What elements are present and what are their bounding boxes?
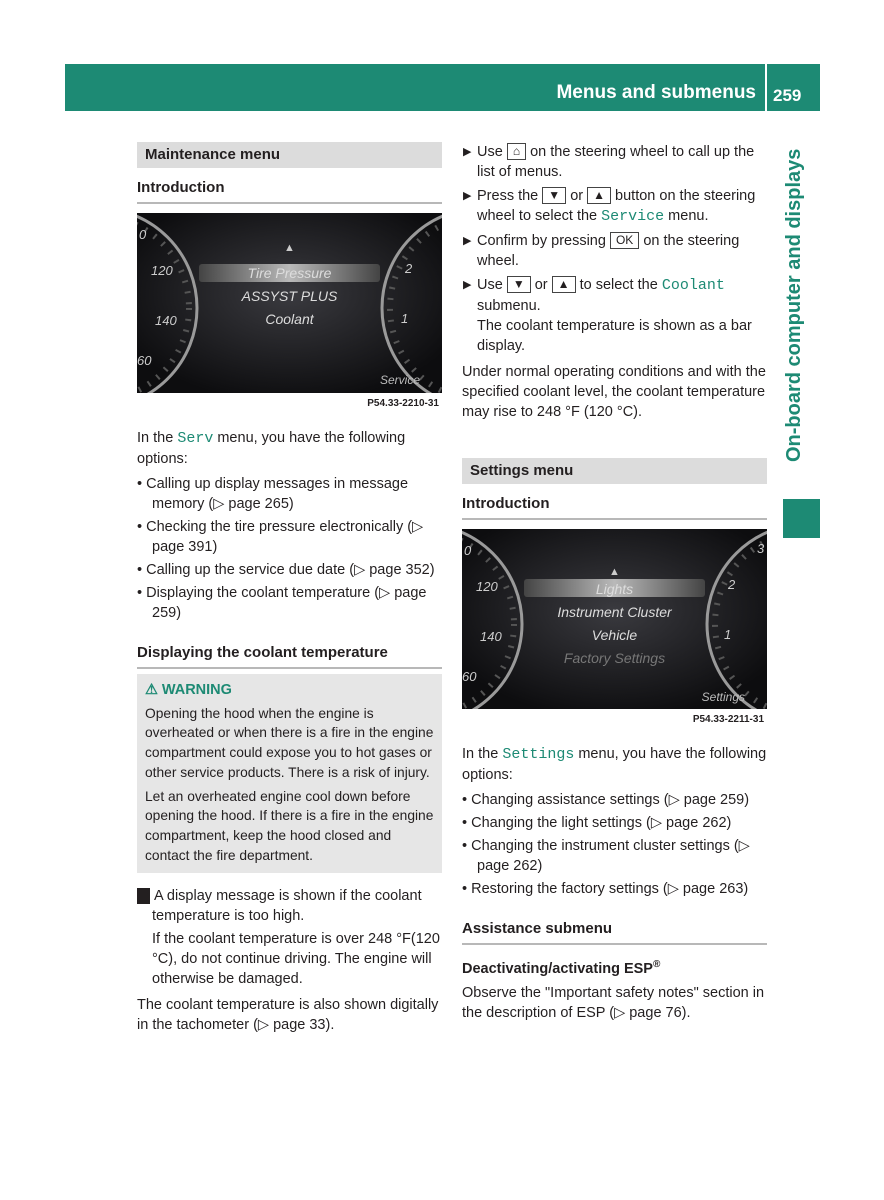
right-column (462, 142, 767, 1023)
up-key-icon: ▲ (552, 276, 576, 293)
up-key-icon: ▲ (587, 187, 611, 204)
serv-options-list (137, 474, 442, 623)
display-menu-item: Factory Settings (563, 650, 666, 666)
warning-title: ⚠ WARNING (145, 682, 232, 698)
introduction-heading: Introduction (137, 178, 442, 204)
settings-options-list (462, 790, 767, 899)
body-paragraph: Under normal operating conditions and with the specified coolant level, the coolant temperature may rise to 248 °F (120 °C). (462, 364, 766, 420)
gauge-number: 3 (757, 541, 765, 556)
page-number: 259 (773, 86, 802, 105)
down-key-icon: ▼ (507, 276, 531, 293)
exclamation-icon: ! (137, 888, 150, 904)
service-menu-name: Service (601, 208, 665, 225)
step: ▶ Press the ▼ or ▲ button on the steering wheel to select the Service menu. (463, 188, 756, 225)
serv-menu-name: Serv (177, 430, 214, 447)
warning-box (137, 674, 442, 873)
gauge-number: 1 (401, 311, 409, 326)
header-divider (765, 64, 767, 111)
gauge-number: 2 (728, 577, 736, 592)
warning-text: Opening the hood when the engine is overheated or when there is a fire in the engine compartment could expose you to hot gases or other service products. There is a risk of injury. (145, 705, 434, 780)
display-menu-item: Lights (595, 581, 634, 597)
gauge-number: 0 (464, 543, 472, 558)
displaying-coolant-heading: Displaying the coolant temperature (137, 643, 442, 669)
list-item: • Restoring the factory settings (▷ page 263) (462, 881, 749, 897)
list-item: • Calling up the service due date (▷ page 352) (137, 562, 435, 578)
step: ▶ Use ⌂ on the steering wheel to call up the list of menus. (463, 144, 755, 180)
body-paragraph: The coolant temperature is also shown digitally in the tachometer (▷ page 33). (137, 997, 439, 1034)
introduction-heading: Introduction (462, 494, 767, 520)
display-footer-label: Settings (701, 690, 745, 704)
chapter-tab-marker (783, 499, 820, 538)
down-key-icon: ▼ (542, 187, 566, 204)
page-header (65, 64, 820, 111)
settings-menu-heading: Settings menu (462, 458, 767, 484)
display-menu-item: Vehicle (591, 627, 638, 643)
esp-heading: Deactivating/activating ESP® (462, 959, 661, 977)
scroll-up-icon: ▲ (284, 242, 295, 254)
home-key-icon: ⌂ (507, 143, 526, 160)
body-paragraph: Observe the "Important safety notes" section in the description of ESP (▷ page 76). (462, 985, 765, 1021)
warning-triangle-icon: ⚠ (145, 682, 158, 698)
gauge-number: 120 (151, 263, 173, 278)
left-column (133, 142, 442, 1035)
assistance-submenu-heading: Assistance submenu (462, 919, 767, 945)
warning-text: Let an overheated engine cool down before opening the hood. If there is a fire in the engine compartment, keep the hood closed and contact the fire department. (145, 788, 434, 863)
settings-menu-intro: In the Settings menu, you have the following options: (462, 746, 767, 783)
chapter-tab-label: On-board computer and displays (783, 148, 805, 462)
gauge-number: 2 (405, 261, 413, 276)
settings-menu-name: Settings (502, 746, 575, 763)
settings-menu-display-image (462, 529, 767, 731)
list-item: • Changing assistance settings (▷ page 259) (462, 792, 750, 808)
list-item: • Calling up display messages in message memory (▷ page 265) (137, 476, 409, 512)
gauge-number: 140 (480, 629, 502, 644)
step: ▶ Confirm by pressing OK on the steering wheel. (463, 233, 740, 269)
note-paragraph: ! A display message is shown if the coolant temperature is too high. (133, 888, 422, 925)
display-menu-item: Coolant (265, 311, 314, 327)
note-paragraph: If the coolant temperature is over 248 °F(120 °C), do not continue driving. The engine will otherwise be damaged. (152, 931, 440, 988)
display-menu-item: Instrument Cluster (557, 604, 672, 620)
gauge-number: 0 (139, 227, 147, 242)
scroll-up-icon: ▲ (609, 566, 620, 578)
step: ▶ Use ▼ or ▲ to select the Coolant submenu. (463, 277, 725, 314)
gauge-number: 60 (137, 353, 152, 368)
display-footer-label: Service (379, 373, 420, 387)
gauge-number: 60 (462, 669, 477, 684)
gauge-number: 120 (476, 579, 498, 594)
gauge-number: 140 (155, 313, 177, 328)
list-item: • Displaying the coolant temperature (▷ page 259) (137, 585, 427, 621)
list-item: • Changing the instrument cluster settings (▷ page 262) (462, 838, 750, 874)
step-result: The coolant temperature is shown as a bar display. (477, 318, 752, 354)
image-caption: P54.33-2210-31 (137, 393, 442, 415)
image-caption: P54.33-2211-31 (462, 709, 767, 731)
section-title: Menus and submenus (556, 82, 756, 103)
serv-menu-intro: In the Serv menu, you have the following options: (137, 430, 406, 467)
list-item: • Checking the tire pressure electronically (▷ page 391) (137, 519, 424, 555)
list-item: • Changing the light settings (▷ page 262) (462, 815, 732, 831)
coolant-menu-name: Coolant (661, 277, 725, 294)
display-menu-item: Tire Pressure (247, 265, 332, 281)
service-menu-display-image (137, 213, 442, 415)
gauge-number: 1 (724, 627, 732, 642)
maintenance-menu-heading: Maintenance menu (137, 142, 442, 168)
ok-key: OK (610, 232, 639, 249)
display-menu-item: ASSYST PLUS (241, 288, 338, 304)
